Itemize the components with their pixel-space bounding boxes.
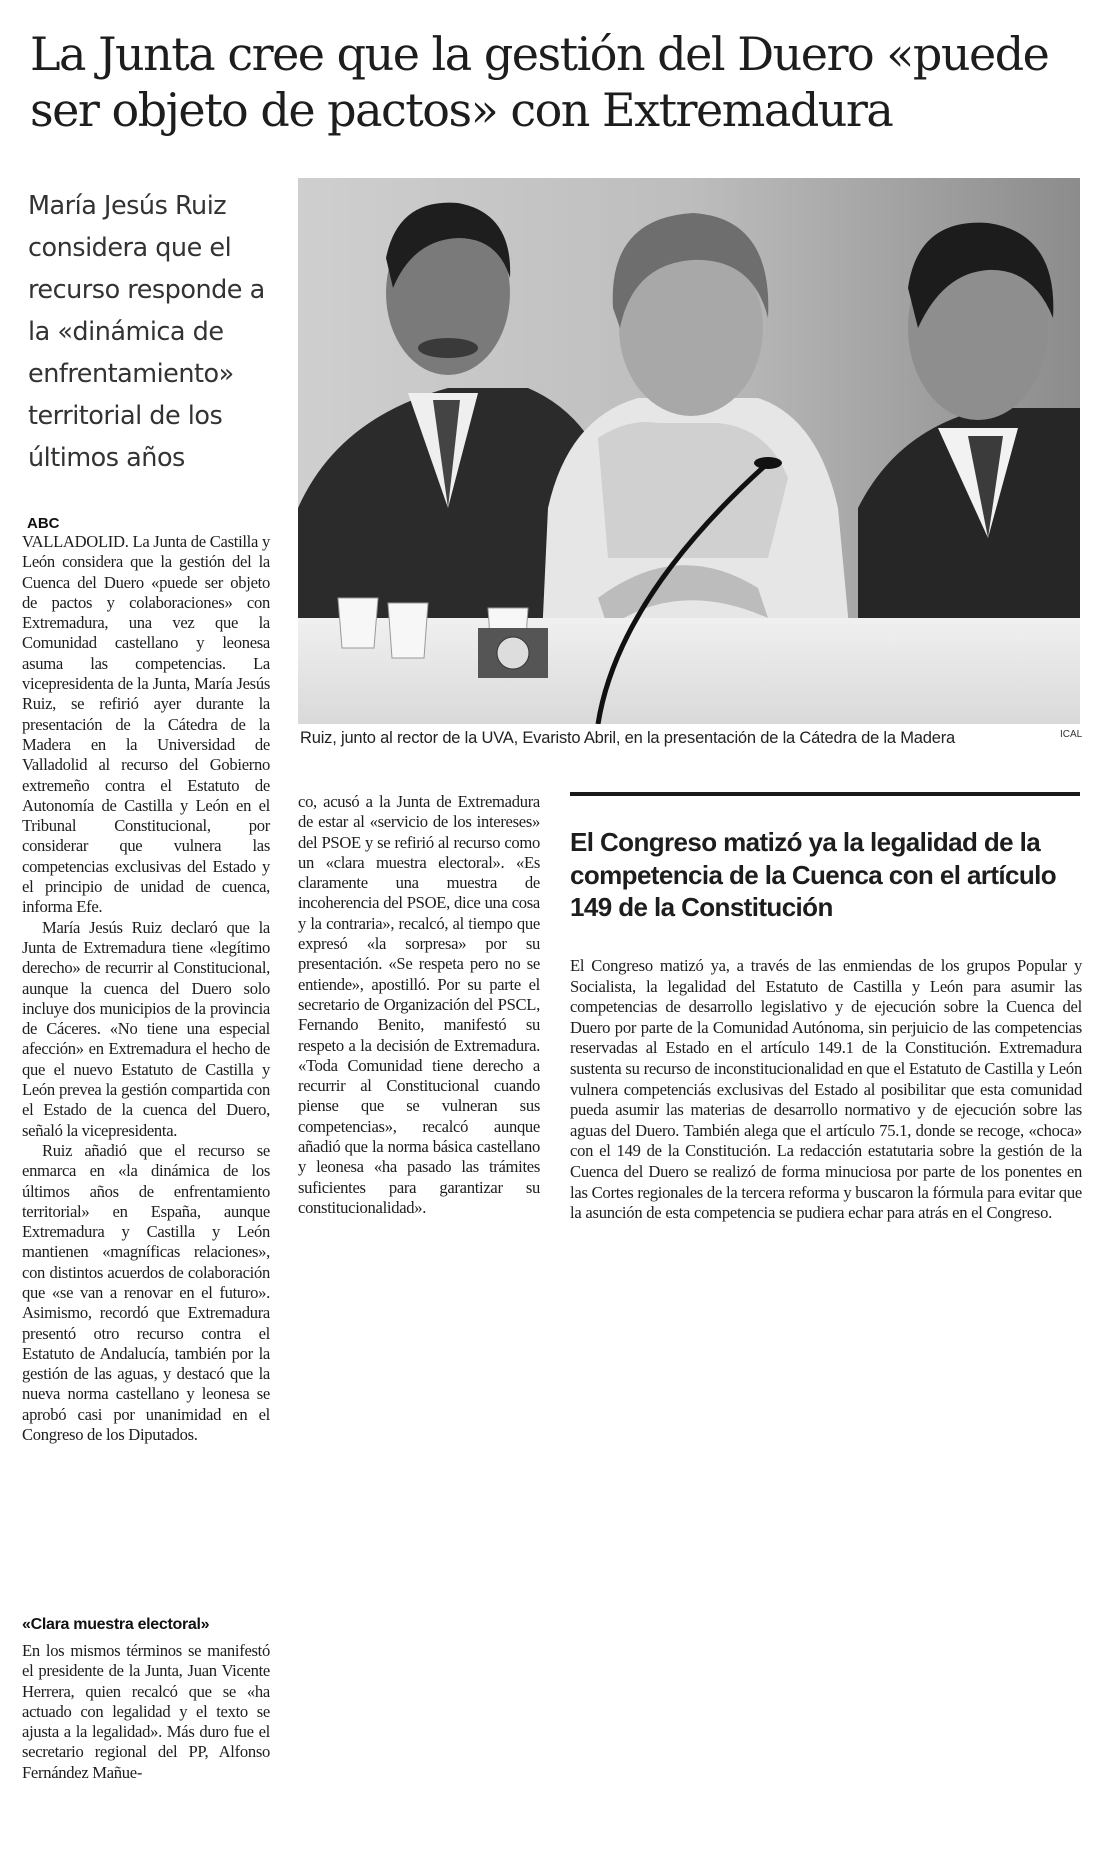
- byline: ABC: [27, 515, 60, 532]
- column-1-continued: [22, 1641, 270, 1783]
- box-top-rule: [570, 792, 1080, 796]
- paragraph: María Jesús Ruiz declaró que la Junta de Extremadura tiene «legítimo derecho» de recurrir al Constitucional, aunque la cuenca del Duero solo incluye dos municipios de la provincia de Cáceres. «No tiene una especial afección» en Extremadura el hecho de que el nuevo Estatuto de Castilla y León prevea la gestión compartida con el Estado de la cuenca del Duero, señaló la vicepresidenta.: [22, 917, 270, 1140]
- section-subtitle: «Clara muestra electoral»: [22, 1616, 210, 1633]
- article-subhead: María Jesús Ruiz considera que el recurso responde a la «dinámica de enfrentamiento» territorial de los últimos años: [28, 191, 265, 473]
- paragraph: Ruiz añadió que el recurso se enmarca en «la dinámica de los últimos años de enfrentamiento territorial» en España, aunque Extremadura y Castilla y León mantienen «magníficas relaciones», con distintos acuerdos de colaboración que «se van a renovar en el futuro». Asimismo, recordó que Extremadura presentó otro recurso contra el Estatuto de Andalucía, también por la gestión de las aguas, y destacó que la nueva norma castellano y leonesa se aprobó casi por unanimidad en el Congreso de los Diputados.: [22, 1140, 270, 1445]
- press-photo: [298, 178, 1080, 724]
- box-headline: El Congreso matizó ya la legalidad de la competencia de la Cuenca con el artículo 149 de la Constitución: [570, 827, 1057, 922]
- article-headline: La Junta cree que la gestión del Duero «puede ser objeto de pactos» con Extremadura: [30, 27, 1049, 137]
- paragraph: En los mismos términos se manifestó el presidente de la Junta, Juan Vicente Herrera, quien recalcó que se «ha actuado con legalidad y el texto se ajusta a la legalidad». Más duro fue el secretario regional del PP, Alfonso Fernández Mañue-: [22, 1641, 270, 1782]
- column-2: [298, 792, 540, 1218]
- photo-caption: Ruiz, junto al rector de la UVA, Evaristo Abril, en la presentación de la Cátedra de la Madera: [300, 729, 956, 747]
- photo-credit: ICAL: [1060, 729, 1083, 740]
- column-1: [22, 532, 270, 1445]
- press-photo-image: [298, 178, 1080, 724]
- paragraph: co, acusó a la Junta de Extremadura de estar al «servicio de los intereses» del PSOE y se refirió al recurso como un «clara muestra electoral». «Es claramente una muestra de incoherencia del PSOE, dice una cosa y la contraria», recalcó, al tiempo que expresó «la sorpresa» por su presentación. «Se respeta pero no se entiende», apostilló. Por su parte el secretario de Organización del PSCL, Fernando Benito, manifestó su respeto a la decisión de Extremadura. «Toda Comunidad tiene derecho a recurrir al Constitucional cuando piense que se vulneran sus competencias», recalcó aunque añadió que la norma básica castellano y leonesa «ha pasado las trámites suficientes para garantizar su constitucionalidad».: [298, 792, 540, 1217]
- box-body: El Congreso matizó ya, a través de las enmiendas de los grupos Popular y Socialista, la legalidad del Estatuto de Castilla y León para asumir las competencias de desarrollo legislativo y de ejecución sobre la Cuenca del Duero por parte de la Comunidad Autónoma, sin perjuicio de las competencias reservadas al Estado en el artículo 149.1 de la Constitución. Extremadura sustenta su recurso de inconstitucionalidad en que el Estatuto de Castilla y León vulnera competenciás exclusivas del Estado al posibilitar que esta comunidad pueda asumir las materias de desarrollo normativo y de ejecución sobre las aguas del Duero. También alega que el artículo 75.1, donde se recoge, «choca» con el 149 de la Constitución. La redacción estatutaria sobre la gestión de la Cuenca del Duero se realizó de forma minuciosa por parte de los ponentes en las Cortes regionales de la tercera reforma y buscaron la fórmula para evitar que la asunción de esta competencia se pudiera echar para atrás en el Congreso.: [570, 956, 1082, 1223]
- paragraph: VALLADOLID. La Junta de Castilla y León considera que la gestión del la Cuenca del Duero «puede ser objeto de pactos y colaboraciones» con Extremadura, una vez que la Comunidad castellano y leonesa asuma las competencias. La vicepresidenta de la Junta, María Jesús Ruiz, se refirió ayer durante la presentación de la Cátedra de la Madera en la Universidad de Valladolid al recurso del Gobierno extremeño contra el Estatuto de Autonomía de Castilla y León en el Tribunal Constitucional, por considerar que vulnera las competencias exclusivas del Estado y el principio de unidad de cuenca, informa Efe.: [22, 532, 270, 917]
